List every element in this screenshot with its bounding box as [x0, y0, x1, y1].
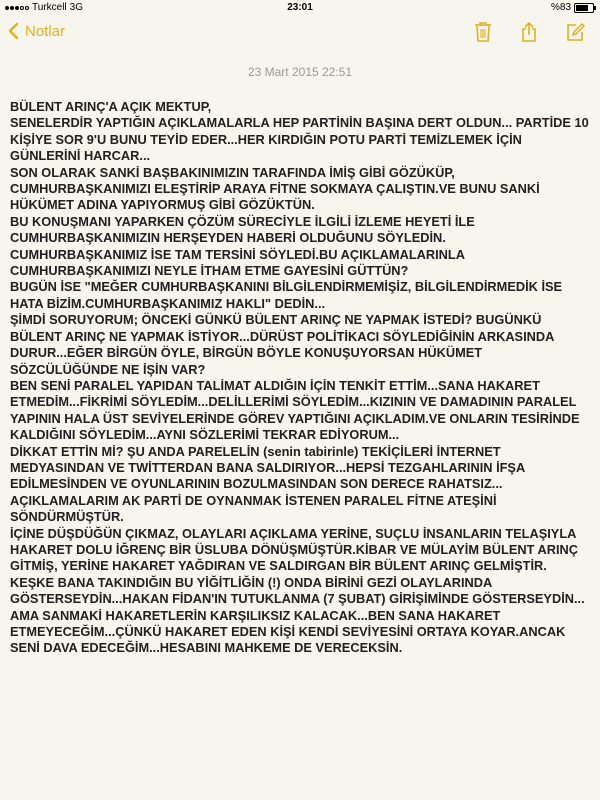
carrier-label: Turkcell	[32, 2, 67, 13]
back-label: Notlar	[25, 22, 66, 40]
share-icon	[519, 21, 539, 43]
note-paragraph: İÇİNE DÜŞDÜĞÜN ÇIKMAZ, OLAYLARI AÇIKLAMA YERİNE, SUÇLU İNSANLARIN TELAŞIYLA HAKARET DOLU İĞRENÇ BİR ÜSLUBA DÖNÜŞMÜŞTÜR.KİBAR VE MÜLAYİM BÜLENT ARINÇ GİTMİŞ, YERİNE HAKARET YAĞDIRAN VE SALDIRGAN BİR BÜLENT ARINÇ GELMİŞTİR.	[10, 525, 579, 574]
compose-button[interactable]	[564, 20, 586, 44]
network-label: 3G	[69, 2, 83, 13]
status-right	[551, 0, 594, 16]
note-paragraph: BUGÜN İSE "MEĞER CUMHURBAŞKANINI BİLGİLENDİRMEMİŞİZ, BİLGİLENDİRMEDİK İSE HATA BİZİM.CUMHURBAŞKANIMIZ HAKLI" DEDİN...	[10, 279, 563, 311]
compose-icon	[565, 21, 585, 43]
delete-button[interactable]	[472, 20, 494, 44]
nav-bar	[0, 16, 600, 52]
note-paragraph: ŞİMDİ SORUYORUM; ÖNCEKİ GÜNKÜ BÜLENT ARINÇ NE YAPMAK İSTEDİ? BUGÜNKÜ BÜLENT ARINÇ NE YAPMAK İSTİYOR...DÜRÜST POLİTİKACI SÖYLEDİĞİNİN ARKASINDA DURUR...EĞER BİRGÜN ÖYLE, BİRGÜN BÖYLE KONUŞUYORSAN HÜKÜMET SÖZCÜLÜĞÜNDE NE İŞİN VAR?	[10, 312, 554, 377]
note-paragraph: AMA SANMAKİ HAKARETLERİN KARŞILIKSIZ KALACAK...BEN SANA HAKARET ETMEYECEĞİM...ÇÜNKÜ HAKARET EDEN KİŞİ KENDİ SEVİYESİNİ ORTAYA KOYAR.ANCAK SENİ DAVA EDECEĞİM...HESABINI MAHKEME DE VERECEKSİN.	[10, 607, 566, 656]
note-paragraph: BEN SENİ PARALEL YAPIDAN TALİMAT ALDIĞIN İÇİN TENKİT ETTİM...SANA HAKARET ETMEDİM...FİKRİMİ SÖYLEDİM...DELİLLERİMİ SÖYLEDİM...KIZININ VE DAMADININ PARALEL YAPININ HALA ÜST SEVİYELERİNDE GÖREV YAPTIĞINI AÇIKLADIM.VE ONLARIN TESİRİNDE KALDIĞINI SÖYLEDİM...AYNI SÖZLERİMİ TEKRAR EDİYORUM...	[10, 377, 580, 443]
status-bar	[0, 0, 600, 16]
chevron-left-icon	[8, 22, 19, 40]
note-paragraph: BÜLENT ARINÇ'A AÇIK MEKTUP,	[10, 99, 212, 114]
note-date: 23 Mart 2015 22:51	[247, 65, 353, 79]
note-paragraph: BU KONUŞMANI YAPARKEN ÇÖZÜM SÜRECİYLE İLGİLİ İZLEME HEYETİ İLE CUMHURBAŞKANIMIZIN HERŞEYDEN HABERİ OLDUĞUNU SÖYLEDİN.	[10, 213, 475, 246]
note-paragraph: CUMHURBAŞKANIMIZ İSE TAM TERSİNİ SÖYLEDİ.BU AÇIKLAMALARINLA CUMHURBAŞKANIMIZI NEYLE İTHAM ETME GAYESİNİ GÜTTÜN?	[10, 246, 465, 279]
battery-icon	[574, 3, 594, 13]
note-paragraph: DİKKAT ETTİN Mİ? ŞU ANDA PARELELİN (senin tabirinle) TEKİÇİLERİ İNTERNET MEDYASINDAN VE TWİTTERDAN BANA SALDIRIYOR...HEPSİ TEZGAHLARININ İFŞA EDİLMESİNDEN VE OYUNLARININ BOZULMASINDAN SON DERECE RAHATSIZ... AÇIKLAMALARIM AK PARTİ DE OYNANMAK İSTENEN PARALEL FİTNE ATEŞİNİ SÖNDÜRMÜŞTÜR.	[10, 443, 525, 525]
trash-icon	[473, 21, 493, 43]
note-body[interactable]	[10, 99, 590, 657]
share-button[interactable]	[518, 20, 540, 44]
status-time: 23:01	[287, 2, 313, 13]
back-button[interactable]	[8, 22, 65, 40]
note-paragraph: KEŞKE BANA TAKINDIĞIN BU YİĞİTLİĞİN (!) ONDA BİRİNİ GEZİ OLAYLARINDA GÖSTERSEYDİN...HAKAN FİDAN'IN TUTUKLANMA (7 ŞUBAT) GİRİŞİMİNDE GÖSTERSEYDİN...	[10, 574, 585, 607]
battery-percent: %83	[550, 2, 571, 13]
toolbar-actions	[472, 20, 586, 44]
note-paragraph: SENELERDİR YAPTIĞIN AÇIKLAMALARLA HEP PARTİNİN BAŞINA DERT OLDUN... PARTİDE 10 KİŞİYE SOR 9'U BUNU TEYİD EDER...HER KIRDIĞIN POTU PARTİ TEMİZLEMEK İÇİN GÜNLERİNİ HARCAR...	[10, 115, 589, 164]
note-paragraph: SON OLARAK SANKİ BAŞBAKINIMIZIN TARAFINDA İMİŞ GİBİ GÖZÜKÜP, CUMHURBAŞKANIMIZI ELEŞTİRİP ARAYA FİTNE SOKMAYA ÇALIŞTIN.VE BUNU SANKİ HÜKÜMET ADINA YAPIYORMUŞ GİBİ GÖZÜKTÜN.	[10, 164, 540, 213]
